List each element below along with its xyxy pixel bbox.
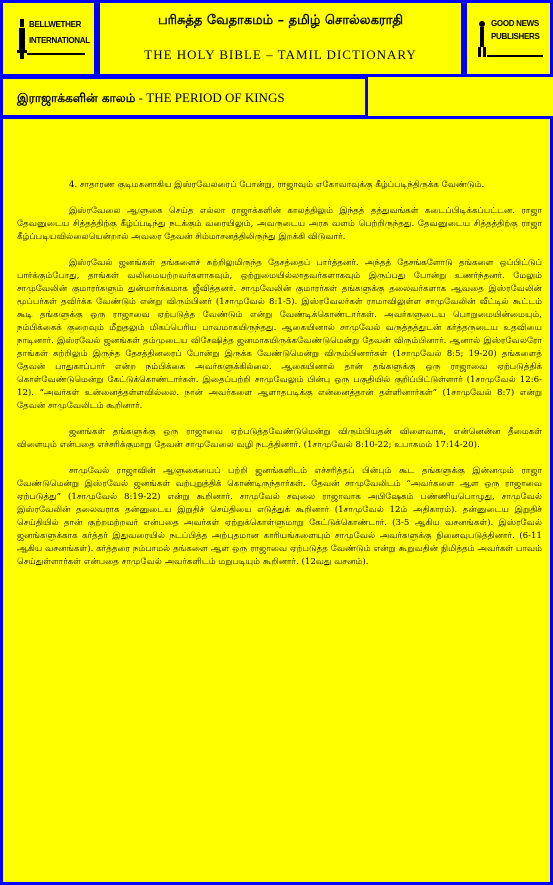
- logo-line-2: PUBLISHERS: [491, 32, 540, 41]
- paragraph: 4. சாதாரண குடிமகனாகிய இஸ்ரவேலரைப் போன்று, ராஜாவும் எகோவாவுக்கு கீழ்ப்படிந்திருக்க வேண்டும்.: [69, 180, 485, 190]
- content-frame: [0, 116, 553, 885]
- logo-line-1: GOOD NEWS: [491, 19, 539, 28]
- logo-line-1: BELLWETHER: [29, 20, 82, 29]
- good-news-logo: [467, 3, 550, 74]
- logo-swash: [27, 53, 85, 55]
- bellwether-logo: [3, 3, 94, 74]
- figure-icon: [477, 21, 487, 57]
- bell-figure-icon: [17, 19, 27, 59]
- logo-swash: [487, 55, 543, 57]
- logo-line-2: INTERNATIONAL: [29, 36, 90, 45]
- paragraph: ஜனங்கள் தங்களுக்கு ஒரு ராஜாவை ஏற்படுத்தவேண்டுமென்று விரும்பியதன் விளைவாக, என்னென்ன தீமைகள் விளையும் என்பதை எச்சரிக்குமாறு தேவன் சாமுவேலை வழி நடத்தினார். (1சாமுவேல் 8:10-22; உபாகமம் 17:14-20).: [17, 427, 542, 450]
- section-title-english: - THE PERIOD OF KINGS: [135, 90, 285, 105]
- title-tamil: பரிசுத்த வேதாகமம் – தமிழ் சொல்லகராதி: [157, 13, 404, 28]
- section-title: [17, 90, 285, 107]
- section-header-frame: [0, 76, 368, 118]
- title-frame: [97, 0, 464, 77]
- paragraph: இஸ்ரவேல் ஜனங்கள் தங்களைச் சுற்றிலுமிருந்த தேசத்தைப் பார்த்தனர். அந்தத் தேசங்களோடு தங்களை ஒப்பிட்டுப் பார்க்கும்போது, தாங்கள் வலிமையற்றவர்களாகவும், ஒற்றுமையில்லாதவர்களாகவும் இருப்பது போன்று உணர்ந்தனர். மேலும் சாமுவேலின் குமாரர்களும் துன்மார்க்கமாக ஜீவித்தனர். சாமுவேலின் குமாரர்கள் தங்களுக்கு தலைவர்களாக ஆவதை இஸ்ரவேலின் மூப்பர்கள் தவிர்க்க வேண்டும் என்று விரும்பினர் (1சாமுவேல் 8:1-5). இஸ்ரவேலர்கள் ராமாவிலுள்ள சாமுவேலின் வீட்டில் கூட்டம் கூடி தங்களுக்கு ஒரு ராஜாவை ஏற்படுத்த வேண்டும் என்று வேண்டிக்கொண்டார்கள். அவர்களுடைய பொறுமையின்மையும், நம்பிக்கைக் குறைவும் மீறுதலும் மிகப்பெரிய பாவமாகயிருந்தது. ஆகையினால் சாமுவேல் வருத்தத்துடன் கர்த்தருடைய உதவியை நாடினார். இஸ்ரவேல் ஜனங்கள் தம்முடைய விசேஷித்த ஜனமாகயிருக்கவேண்டுமென்று தேவன் விரும்பினார். ஆனால் இஸ்ரவேலரோ தாங்கள் சுற்றிலும் இருந்த தேசத்தினரைப் போன்று இருக்க வேண்டுமென்று விரும்பினார்கள் (1சாமுவேல் 8:5; 19-20) தங்களைத் தேவன் பாதுகாப்பார் என்ற நம்பிக்கை அவர்களுக்கில்லை. ஆகையினால் தான் தங்களுக்கு ஒரு ராஜாவை ஏற்படுத்திக் கொள்வேண்டுமென்று கேட்டுக்கொண்டார்கள். இதைப்பற்றி சாமுவேலும் பின்பு ஒரு பகுதியில் குறிப்பிட்டுள்ளார் (1சாமுவேல் 12:6-12). “அவர்கள் உன்னைத்தள்ளவில்லை. நான் அவர்களை ஆளாதபடிக்கு என்னைத்தான் தள்ளினார்கள்” (1சாமுவேல் 8:7) என்று தேவன் சாமுவேலிடம் கூறினார்.: [17, 258, 542, 411]
- paragraph: சாமுவேல் ராஜாவின் ஆளுகையைப் பற்றி ஜனங்களிடம் எச்சரித்தப் பின்பும் கூட தங்களுக்கு இன்னமும் ராஜா வேண்டுமென்று இஸ்ரவேல் ஜனங்கள் வற்புறுத்திக் கொண்டிருந்தார்கள். தேவன் சாமுவேலிடம் “அவர்களை ஆள ஒரு ராஜாவை ஏற்படுத்து” (1சாமுவேல் 8:19-22) என்று கூறினார். சாமுவேல் சவுலை ராஜாவாக அபிஷேகம் பண்ணியபொழுது, சாமுவேல் இஸ்ரவேலின் தலைவராக தன்னுடைய இறுதிச் செய்தியை எடுத்துக் கூறினார் (1சாமுவேல் 12ம் அதிகாரம்). தன்னுடைய இறுதிச் செய்தியில் தான் குற்றமற்றவர் என்பதை அவர்கள் ஏற்றுக்கொள்ளுமாறு கேட்டுக்கொண்டார். (3-5 ஆகிய வசனங்கள்). இஸ்ரவேல் ஜனங்களுக்காக கர்த்தர் இதுவரையில் நடப்பித்த அற்புதமான காரியங்களையும் சாமுவேல் அவர்களுக்கு நினைவுபடுத்தினார். (6-11 ஆகிய வசனங்கள்). கர்த்தரை நம்பாமல் தங்களை ஆள ஒரு ராஜாவை ஏற்படுத்த வேண்டும் என்று கூறுவதின் நிமித்தம் அவர்கள் பாவம் செய்துள்ளார்கள் என்பதை சாமுவேல் அவர்களிடம் மறுபடியும் கூறினார். (12வது வசனம்).: [17, 466, 542, 567]
- good-news-logo-frame: [464, 0, 553, 77]
- title-english: THE HOLY BIBLE – TAMIL DICTIONARY: [144, 47, 417, 62]
- paragraph: இஸ்ரவேலை ஆளுகை செய்த எல்லா ராஜாக்களின் காலத்திலும் இந்தத் தத்துவங்கள் கடைப்பிடிக்கப்பட்டன. ராஜா தேவனுடைய சித்தத்திற்கு கீழ்ப்படிந்து நடக்கும் வரையிலும், அவருடைய அரசு வளம் பெற்றிருந்தது. தேவனுடைய சித்தத்திற்கு ராஜா கீழ்ப்படியவில்லையென்றால் அவரை தேவன் சிம்மாசனத்திலிருந்து இறக்கி விடுவார்.: [17, 206, 542, 242]
- section-title-tamil: இராஜாக்களின் காலம்: [17, 91, 136, 105]
- article-body: [17, 179, 542, 582]
- bellwether-logo-frame: [0, 0, 97, 77]
